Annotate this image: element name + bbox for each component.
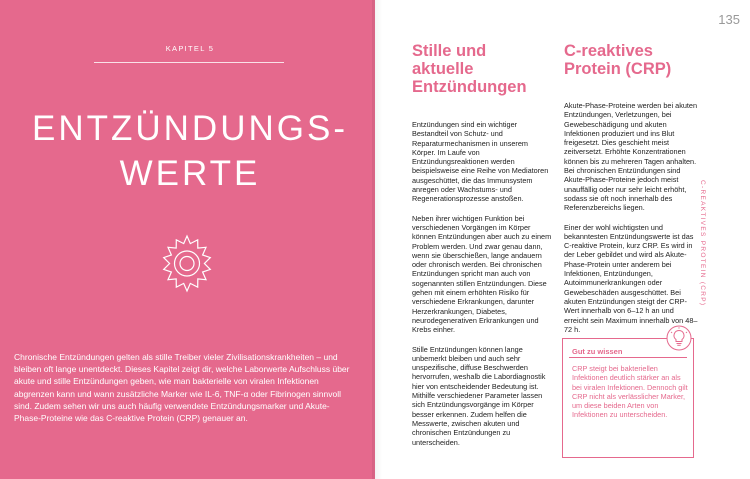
lightbulb-icon (666, 325, 692, 351)
chapter-intro: Chronische Entzündungen gelten als stille Treiber vieler Zivilisationskrankheiten – und bleiben oft lange unentdeckt. Dieses Kapitel zeigt dir, welche Laborwerte Aufschluss über akute und stille Entzündungen geben, wie man bakterielle von viralen Infektionen abgrenzen kann und wann zusätzliche Marker wie IL-6, TNF-α oder Fibrinogen sinnvoll sind. Zudem sehen wir uns auch häufig verwendete Entzündungsmarker und Akute-Phase-Proteine wie das C-reaktive Protein (CRP) genauer an. (14, 352, 350, 424)
chapter-title-line1: ENTZÜNDUNGS- (32, 109, 348, 148)
section-heading-inflammation: Stille und aktuelle Entzündungen (412, 42, 527, 96)
running-header: C-REAKTIVES PROTEIN (CRP) (699, 180, 706, 307)
inflammation-burst-icon (157, 234, 217, 294)
info-box-body: CRP steigt bei bakteriellen Infektionen deutlich stärker an als bei viralen Infektionen. Dennoch gilt CRP nicht als verlässlicher Marker, um diese beiden Arten von Infektionen zu unterscheiden. (572, 364, 688, 420)
paragraph: Einer der wohl wichtigsten und bekanntesten Entzündungswerte ist das C-reaktive Protein, kurz CRP. Es wird in der Leber gebildet und wird als Akute-Phase-Protein unter anderem bei Infektionen, Entzündungen, Autoimmunerkrankungen oder Gewebeschäden ausgeschüttet. Bei akuten Entzündungen steigt der CRP-Wert innerhalb von 6–12 h an und erreicht sein Maximum innerhalb von 48–72 h. (564, 222, 698, 334)
info-box-title: Gut zu wissen (572, 347, 623, 356)
paragraph: Neben ihrer wichtigen Funktion bei verschiedenen Vorgängen im Körper können Entzündungen aber auch zu einem Problem werden. Und zwar genau dann, wenn sie überschießen, lange andauern oder chronisch werden. Bei chronischen Entzündungen spricht man auch von sogenannten stillen Entzündungen. Diese gehen mit einem erhöhten Risiko für verschiedene Erkrankungen, darunter Herzerkrankungen, Diabetes, neurodegenerativen Erkrankungen und Krebs einher. (412, 213, 552, 335)
column-crp (564, 101, 698, 344)
section-heading-crp: C-reaktives Protein (CRP) (564, 42, 672, 78)
paragraph: Stille Entzündungen können lange unbemerkt bleiben und auch sehr unspezifische, diffuse Beschwerden hervorrufen, weshalb die Labordiagnostik hier von entscheidender Bedeutung ist. Mithilfe verschiedener Parameter lassen sich Entzündungsvorgänge im Körper besser erkennen. Zudem helfen die Messwerte, zwischen akuten und chronischen Entzündungen zu unterscheiden. (412, 344, 546, 447)
page-number: 135 (718, 12, 740, 27)
page-gutter (372, 0, 382, 479)
chapter-title-line2: WERTE (119, 154, 261, 193)
chapter-divider (94, 62, 284, 63)
chapter-label: KAPITEL 5 (165, 44, 215, 53)
info-box (562, 338, 694, 458)
column-inflammation (412, 120, 552, 457)
paragraph: Akute-Phase-Proteine werden bei akuten Entzündungen, Verletzungen, bei Gewebeschädigung und akuten Infektionen produziert und ins Blut freigesetzt. Dies geschieht meist zeitversetzt. Erhöhte Konzentrationen können bis zu mehreren Tagen anhalten. Bei chronischen Entzündungen sind Akute-Phase-Proteine jedoch meist unauffällig oder nur sehr leicht erhöht, sodass sie oft noch innerhalb des Referenzbereichs liegen. (564, 101, 698, 213)
chapter-title (20, 106, 360, 196)
paragraph: Entzündungen sind ein wichtiger Bestandteil von Schutz- und Reparaturmechanismen in unserem Körper. Im Laufe von Entzündungsreaktionen werden beispielsweise eine Reihe von Mediatoren ausgeschüttet, die das Immunsystem anregen oder Wachstums- und Regenerationsprozesse anstoßen. (412, 120, 549, 204)
